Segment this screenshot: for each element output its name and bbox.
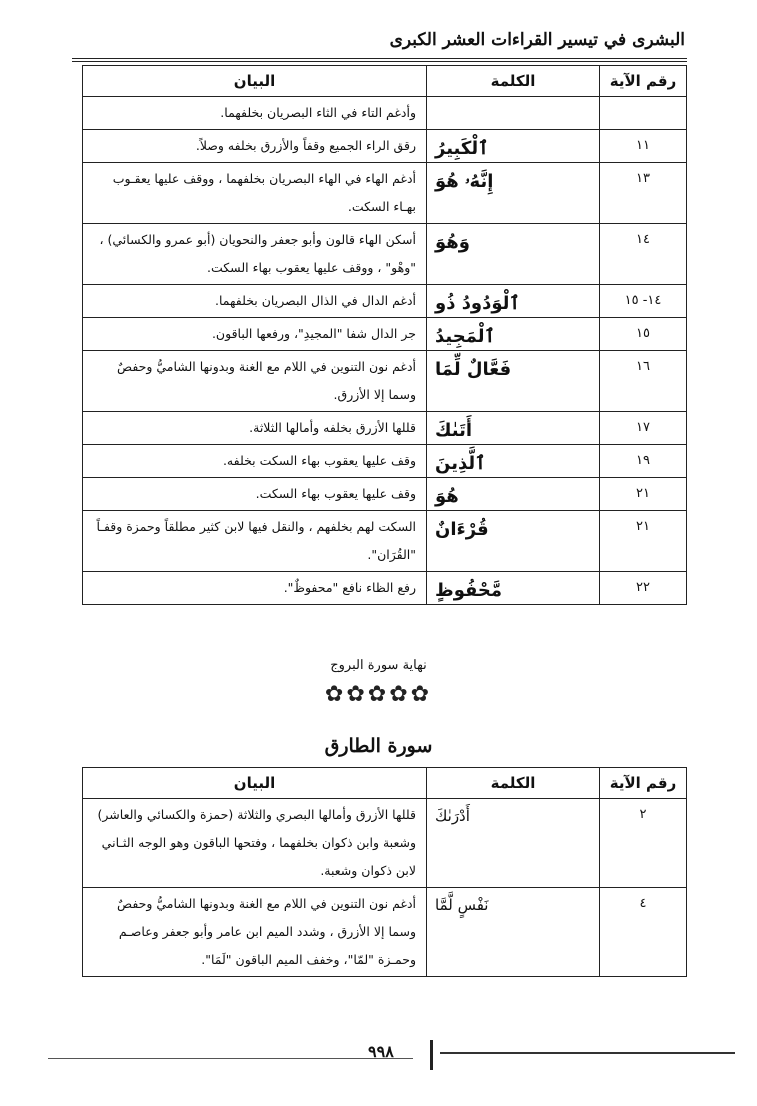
table-row: [83, 163, 687, 224]
reading-description: وقف عليها يعقوب بهاء السكت.: [83, 478, 427, 511]
table-row: [83, 478, 687, 511]
table-row: [83, 224, 687, 285]
reading-description: جر الدال شفا "المجيدِ"، ورفعها الباقون.: [83, 318, 427, 351]
ayah-number: ٢١: [600, 478, 687, 511]
quran-word: أَتَىٰكَ: [427, 412, 600, 445]
quran-word: فَعَّالٌ لِّمَا: [427, 351, 600, 412]
table-row: [83, 285, 687, 318]
ayah-number: ١٧: [600, 412, 687, 445]
ayah-number: ١٤- ١٥: [600, 285, 687, 318]
table-row: [83, 97, 687, 130]
table-row: [83, 412, 687, 445]
col-desc-header: البيان: [83, 768, 427, 799]
footer-rule-right: [440, 1052, 735, 1054]
ayah-number: ١٤: [600, 224, 687, 285]
quran-word: مَّحْفُوظٍ: [427, 572, 600, 605]
quran-word: ٱلَّذِينَ: [427, 445, 600, 478]
table-row: [83, 511, 687, 572]
ayah-number: ١٦: [600, 351, 687, 412]
reading-description: أدغم نون التنوين في اللام مع الغنة وبدونها الشاميُّ وحفصٌ وسما إلا الأزرق ، وشدد الميم ابن عامر وأبو جعفر وعاصـم وحمـزة "لمّا"، وخفف الميم الباقون "لَمَا".: [83, 888, 427, 977]
ayah-number: ٤: [600, 888, 687, 977]
col-word-header: الكلمة: [427, 768, 600, 799]
table-header-row: [83, 768, 687, 799]
surah-end-note: نهاية سورة البروج: [330, 658, 427, 673]
quran-word: قُرْءَانٌ: [427, 511, 600, 572]
table1-body: [83, 97, 687, 605]
quran-word: هُوَ: [427, 478, 600, 511]
readings-table-buruj: [82, 65, 687, 605]
reading-description: قللها الأزرق وأمالها البصري والثلاثة (حمزة والكسائي والعاشر) وشعبة وابن ذكوان بخلفهما ، وفتحها الباقون وهو الوجه الثـاني لابن ذكوان وشعبة.: [83, 799, 427, 888]
quran-word: أَدْرَىٰكَ: [427, 799, 600, 888]
reading-description: أدغم نون التنوين في اللام مع الغنة وبدونها الشاميُّ وحفصٌ وسما إلا الأزرق.: [83, 351, 427, 412]
table-row: [83, 351, 687, 412]
quran-word: [427, 97, 600, 130]
table2-body: [83, 799, 687, 977]
running-header: البشرى في تيسير القراءات العشر الكبرى: [389, 30, 685, 50]
ayah-number: [600, 97, 687, 130]
table-row: [83, 130, 687, 163]
reading-description: وأدغم التاء في الثاء البصريان بخلفهما.: [83, 97, 427, 130]
reading-description: وقف عليها يعقوب بهاء السكت بخلفه.: [83, 445, 427, 478]
readings-table-tariq: [82, 767, 687, 977]
header-rule: [72, 58, 687, 59]
header-rule-double: [72, 61, 687, 62]
ayah-number: ٢: [600, 799, 687, 888]
reading-description: أدغم الهاء في الهاء البصريان بخلفهما ، ووقف عليها يعقـوب بهـاء السكت.: [83, 163, 427, 224]
col-ayah-header: رقم الآية: [600, 768, 687, 799]
ayah-number: ١٥: [600, 318, 687, 351]
reading-description: رقق الراء الجميع وقفاً والأزرق بخلفه وصلاً.: [83, 130, 427, 163]
ayah-number: ٢١: [600, 511, 687, 572]
ornament-divider: ✿✿✿✿✿: [324, 682, 433, 707]
reading-description: رفع الظاء نافع "محفوظٌ".: [83, 572, 427, 605]
ayah-number: ٢٢: [600, 572, 687, 605]
table-row: [83, 318, 687, 351]
quran-word: ٱلْوَدُودُ ذُو: [427, 285, 600, 318]
table-row: [83, 445, 687, 478]
table-row: [83, 799, 687, 888]
col-ayah-header: رقم الآية: [600, 66, 687, 97]
ayah-number: ١٩: [600, 445, 687, 478]
quran-word: ٱلْمَجِيدُ: [427, 318, 600, 351]
reading-description: أدغم الدال في الذال البصريان بخلفهما.: [83, 285, 427, 318]
col-desc-header: البيان: [83, 66, 427, 97]
footer-rule-left: [48, 1058, 413, 1059]
page-number: ٩٩٨: [368, 1042, 394, 1061]
quran-word: نَفْسٍ لَّمَّا: [427, 888, 600, 977]
table-row: [83, 888, 687, 977]
footer-bar: [430, 1040, 433, 1070]
quran-word: إِنَّهُۥ هُوَ: [427, 163, 600, 224]
quran-word: ٱلْكَبِيرُ: [427, 130, 600, 163]
reading-description: السكت لهم بخلفهم ، والنقل فيها لابن كثير مطلقاً وحمزة وقفـاً "القُرَان".: [83, 511, 427, 572]
reading-description: قللها الأزرق بخلفه وأمالها الثلاثة.: [83, 412, 427, 445]
surah-title: سورة الطارق: [324, 735, 433, 757]
ayah-number: ١١: [600, 130, 687, 163]
ayah-number: ١٣: [600, 163, 687, 224]
reading-description: أسكن الهاء قالون وأبو جعفر والنحويان (أبو عمرو والكسائي) ، "وهْو" ، ووقف عليها يعقوب بهاء السكت.: [83, 224, 427, 285]
table-row: [83, 572, 687, 605]
col-word-header: الكلمة: [427, 66, 600, 97]
table-header-row: [83, 66, 687, 97]
quran-word: وَهُوَ: [427, 224, 600, 285]
